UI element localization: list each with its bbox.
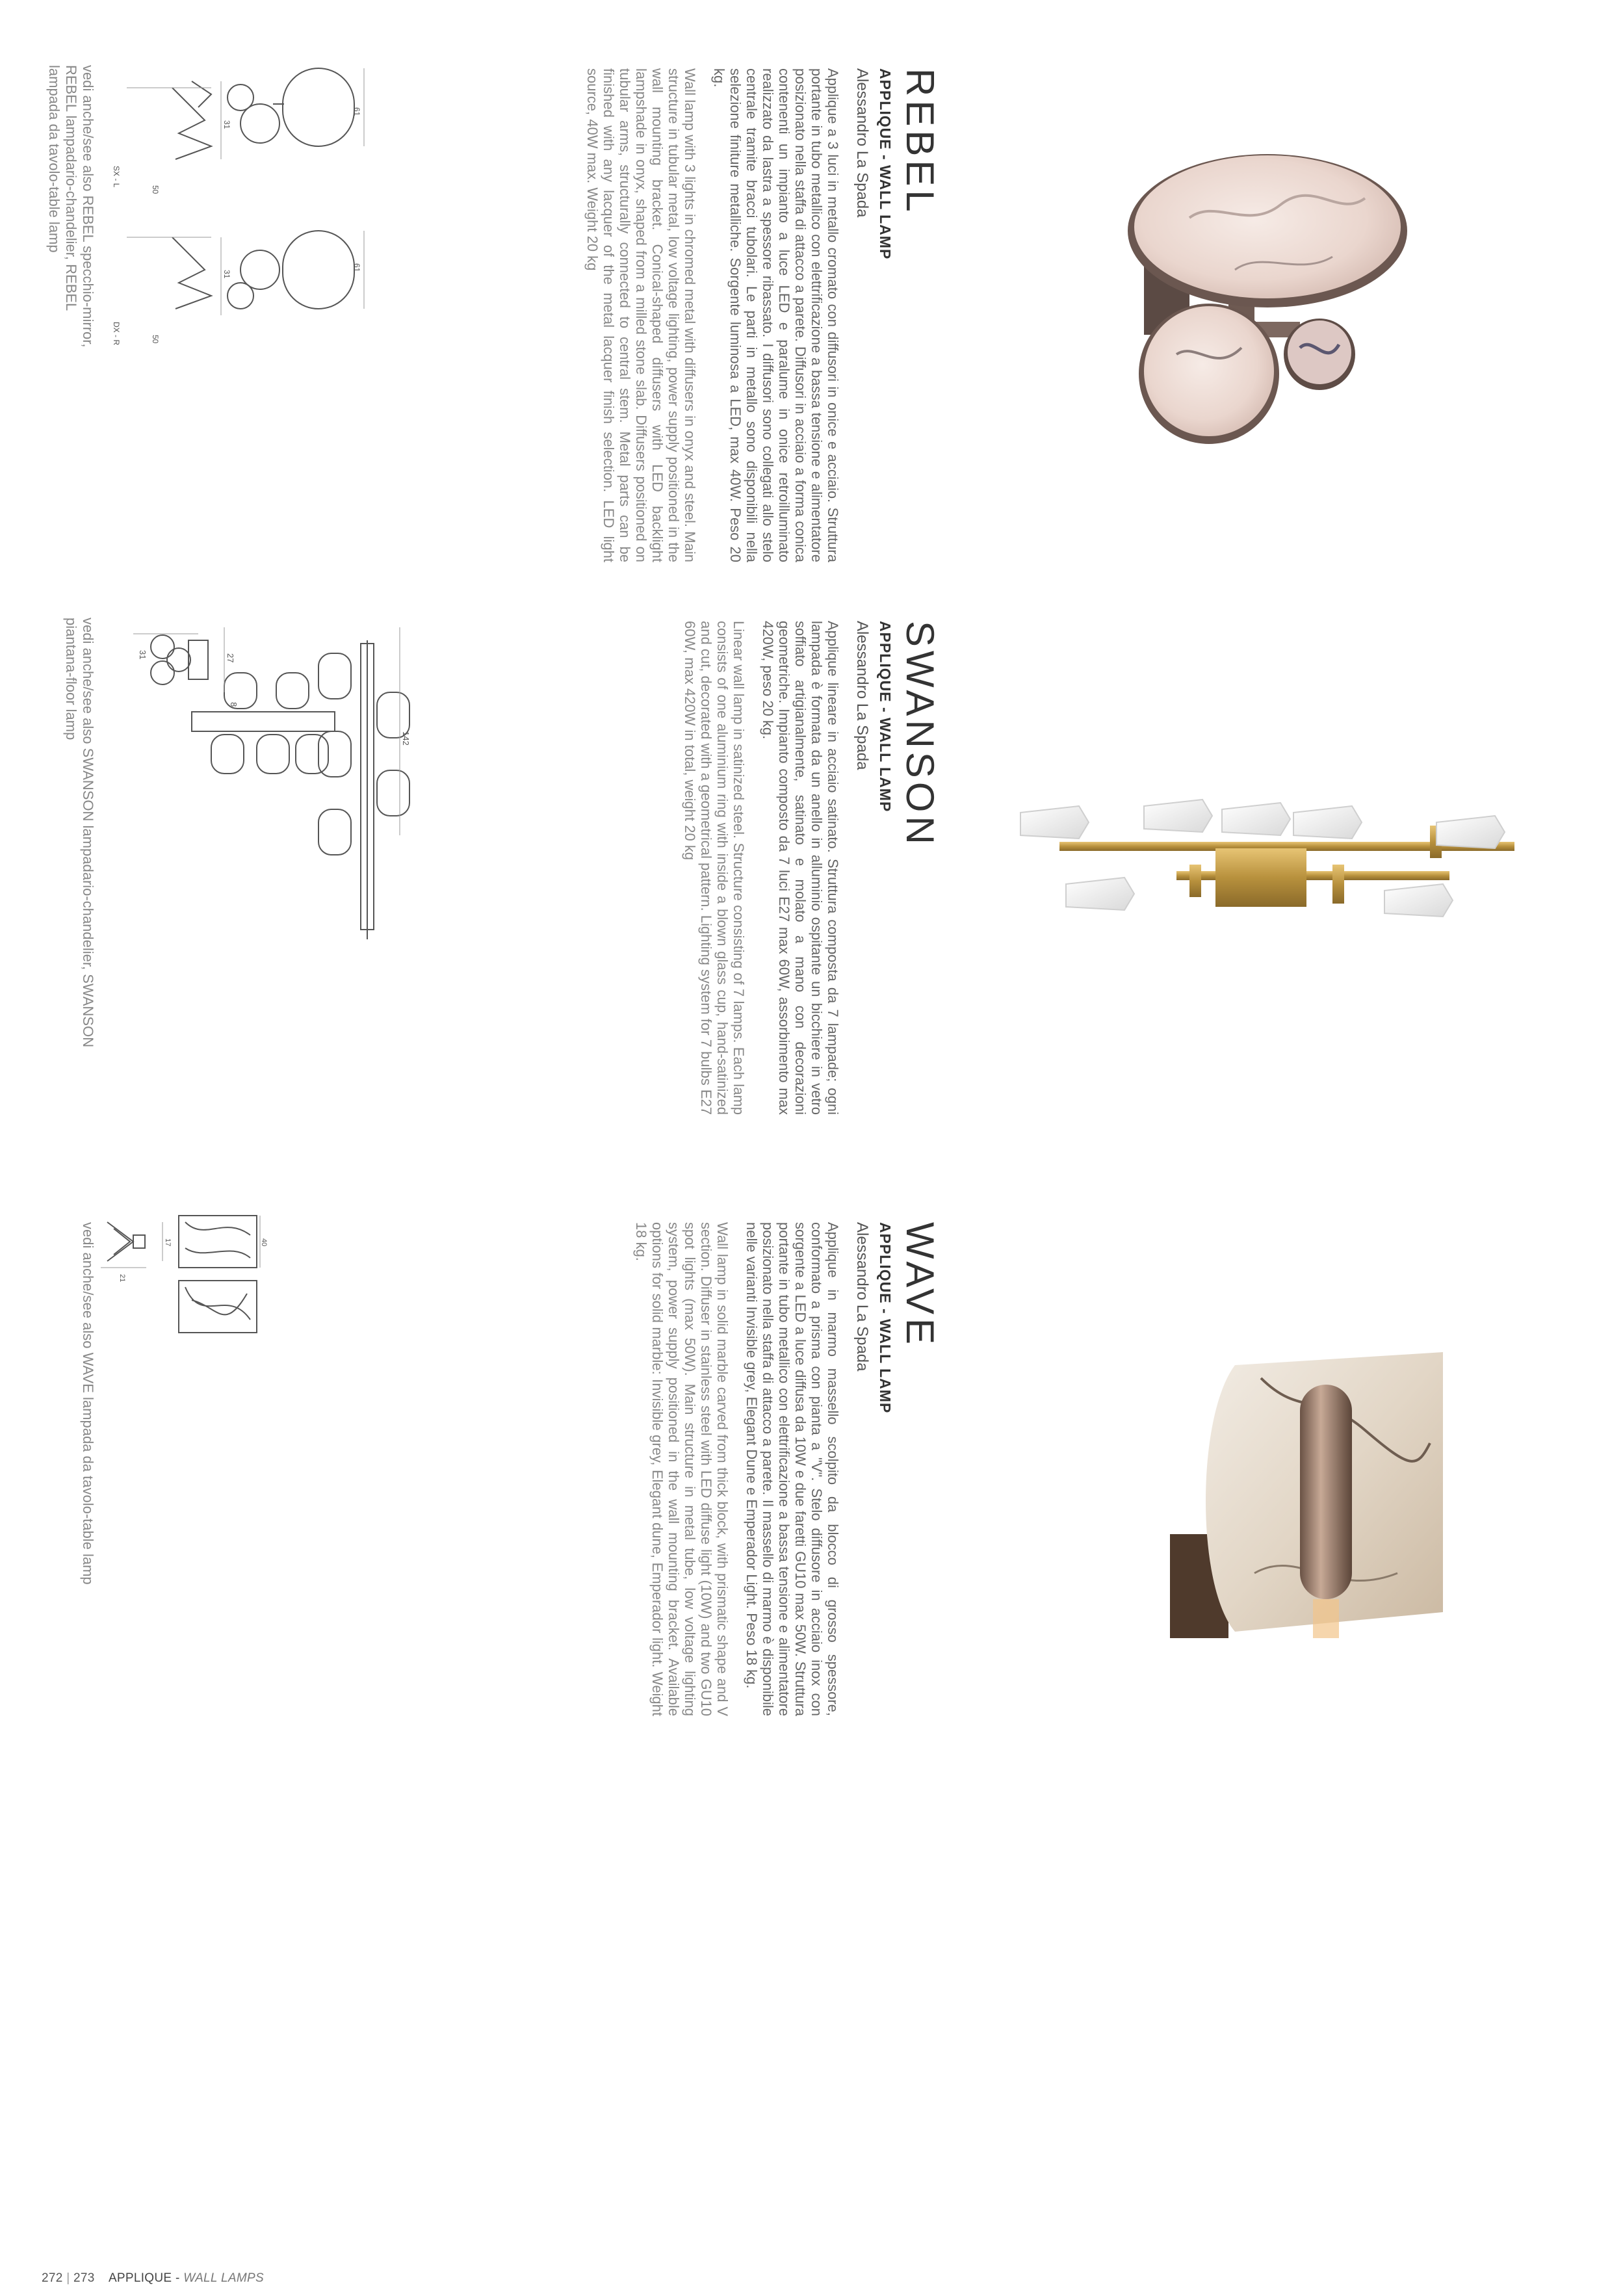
product-type: APPLIQUE - WALL LAMP [877, 1222, 894, 1414]
rebel-variant-left: SX - L [112, 166, 121, 188]
product-title: SWANSON [898, 621, 942, 848]
page-number-left: 272 [42, 2271, 63, 2285]
page-number-right: 273 [73, 2271, 95, 2285]
footer-subcategory: WALL LAMPS [183, 2271, 264, 2285]
product-type: APPLIQUE - WALL LAMP [877, 621, 894, 813]
rebel-technical-drawing [114, 62, 367, 374]
swanson-text-block [614, 621, 942, 1115]
description-italian: Applique lineare in acciaio satinato. Struttura composta da 7 lampade; ogni lampada è formata da un anello in alluminio ospitante un bicchiere in vetro soffiato artigianalmente, satinato e molato a mano con decorazioni geometriche. Impianto composto da 7 luci E27 max 60W, assorbimento max 420W, peso 20 kg. [760, 621, 841, 1115]
swanson-dim-depth: 27 [226, 653, 235, 663]
page-separator: | [66, 2271, 70, 2285]
wave-technical-drawing [94, 1209, 268, 1339]
rebel-dim-height-right: 50 [151, 335, 160, 344]
designer-name: Alessandro La Spada [853, 1222, 871, 1372]
rebel-see-also: vedi anche/see also REBEL specchio-mirror, REBEL lampadario-chandelier, REBEL lampada da tavolo-table lamp [46, 65, 96, 348]
swanson-dim-width: 142 [401, 731, 411, 746]
product-title: WAVE [898, 1222, 942, 1349]
wave-product-photo [1105, 1339, 1469, 1677]
description-italian: Applique a 3 luci in metallo cromato con diffusori in onice e acciaio. Struttura portante in tubo metallico con elettrificazione a bassa tensione e alimentatore posizionato nella staffa di attacco a parete. Diffusori in acciaio a forma conica contenenti un impianto a luce LED e paralume in onice retroilluminato realizzato da lastra a spessore ribassato. I diffusori sono collegati allo stelo centrale tramite bracci tubolari. Le parti in metallo sono disponibili nella selezione finiture metalliche. Sorgente luminosa a LED, max 40W. Peso 20 kg. [711, 68, 841, 562]
page-footer [42, 2271, 264, 2286]
rebel-dim-depth-left: 31 [222, 120, 231, 129]
rebel-product-photo [1105, 140, 1430, 452]
description-english: Wall lamp with 3 lights in chromed metal with diffusers in onyx and steel. Main structure in tubular metal, low voltage lighting, power supply positioned in the wall mounting bracket. Conical-shaped diffusers with LED backlight lampshade in onyx, shaped from a milled stone slab. Diffusers positioned on tubular arms, structurally connected to central stem. Metal parts can be finished with any lacquer of the metal lacquer finish selection. LED light source, 40W max. Weight 20 kg [584, 68, 698, 562]
designer-name: Alessandro La Spada [853, 68, 871, 218]
wave-see-also: vedi anche/see also WAVE lampada da tavolo-table lamp [80, 1222, 96, 1585]
rebel-variant-right: DX - R [112, 322, 121, 345]
product-type: APPLIQUE - WALL LAMP [877, 68, 894, 260]
description-english: Linear wall lamp in satinized steel. Structure consisting of 7 lamps. Each lamp consists of one aluminium ring with inside a blown glass cup, hand-satinized and cut, decorated with a geometrical pattern. Lighting system for 7 bulbs E27 60W, max 420W in total, weight 20 kg [682, 621, 747, 1115]
rebel-dim-height-left: 50 [151, 185, 160, 194]
wave-dim-width: 40 [260, 1238, 268, 1247]
swanson-technical-drawing [127, 614, 595, 848]
swanson-see-also: vedi anche/see also SWANSON lampadario-chandelier, SWANSON piantana-floor lamp [63, 618, 96, 1048]
swanson-dim-spacing: 8 [229, 702, 239, 707]
rebel-dim-width-right: 61 [352, 263, 361, 272]
wave-dim-depth: 21 [118, 1274, 126, 1283]
swanson-dim-height: 31 [138, 650, 148, 660]
swanson-product-photo [981, 787, 1566, 962]
rebel-dim-depth-right: 31 [222, 270, 231, 279]
wave-dim-height: 17 [164, 1238, 172, 1247]
description-italian: Applique in marmo massello scolpito da blocco di grosso spessore, conformato a prisma con pianta a "V". Stelo diffusore in acciaio inox con sorgente a LED a luce diffusa da 10W e due faretti GU10 max 50W. Struttura portante in tubo metallico con elettrificazione a bassa tensione e alimentatore posizionato nella staffa di attacco a parete. Il massello di marmo è disponibile nelle varianti Invisible grey, Elegant Dune e Emperador Light. Peso 18 kg. [744, 1222, 841, 1716]
rebel-dim-width-left: 61 [352, 107, 361, 116]
wave-text-block [614, 1222, 942, 1716]
rebel-text-block [584, 68, 942, 562]
footer-category: APPLIQUE - [108, 2271, 180, 2285]
designer-name: Alessandro La Spada [853, 621, 871, 770]
description-english: Wall lamp in solid marble carved from thick block, with prismatic shape and V section. Diffuser in stainless steel with LED diffuse light (10W) and two GU10 spot lights (max 50W). Main structure in metal tube, low voltage lighting system, power supply positioned in the wall mounting bracket. Available options for solid marble: Invisible grey, Elegant dune, Emperador light. Weight 18 kg. [633, 1222, 731, 1716]
product-title: REBEL [898, 68, 942, 216]
